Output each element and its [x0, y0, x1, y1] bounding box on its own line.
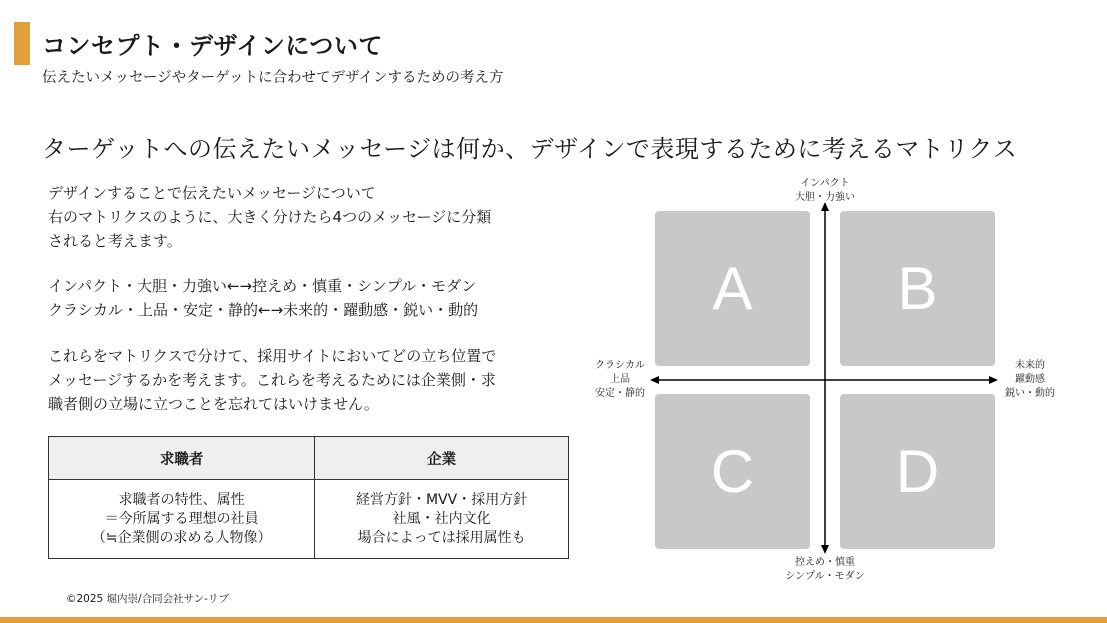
label-line: 未来的 [1015, 360, 1045, 371]
label-line: シンプル・モダン [785, 571, 865, 582]
table-row [49, 480, 569, 559]
copyright: ©2025 堀内崇/合同会社サン-リブ [66, 593, 229, 605]
label-line: インパクト [800, 178, 850, 189]
label-line: 鋭い・動的 [1005, 388, 1055, 399]
text-line: メッセージするかを考えます。これらを考えるためには企業側・求 [48, 371, 496, 389]
paragraph-axes [48, 274, 568, 322]
quadrant-c: C [655, 394, 810, 549]
text-line: デザインすることで伝えたいメッセージについて [48, 184, 376, 202]
label-line: クラシカル [595, 360, 645, 371]
axis-label-top [775, 177, 875, 205]
text-line: これらをマトリクスで分けて、採用サイトにおいてどの立ち位置で [48, 347, 497, 365]
quadrant-b: B [840, 211, 995, 366]
perspective-table [48, 436, 569, 559]
table-cell-company [315, 480, 569, 559]
cell-line: 求職者の特性、属性 [118, 491, 245, 508]
table-header-row [49, 437, 569, 480]
quadrant-d: D [840, 394, 995, 549]
cell-line: 場合によっては採用属性も [357, 529, 526, 546]
text-line: されると考えます。 [48, 232, 182, 250]
text-line: クラシカル・上品・安定・静的←→未来的・躍動感・鋭い・動的 [48, 301, 479, 319]
page-subtitle: 伝えたいメッセージやターゲットに合わせてデザインするための考え方 [42, 70, 504, 86]
page-title: コンセプト・デザインについて [42, 32, 383, 60]
text-line: 右のマトリクスのように、大きく分けたら4つのメッセージに分類 [48, 208, 492, 226]
cell-line: （≒企業側の求める人物像） [91, 529, 272, 546]
label-line: 上品 [610, 374, 630, 385]
table-header-jobseeker: 求職者 [49, 437, 315, 480]
axis-label-left [585, 359, 655, 401]
paragraph-explanation [48, 344, 568, 416]
title-accent-bar [14, 22, 30, 65]
axis-label-right [995, 359, 1065, 401]
cell-line: 社風・社内文化 [392, 510, 491, 527]
table-header-company: 企業 [315, 437, 569, 480]
label-line: 安定・静的 [595, 388, 645, 399]
footer-accent-bar [0, 617, 1107, 623]
arrow-down-icon [821, 545, 829, 554]
axis-label-bottom [775, 556, 875, 584]
text-line: インパクト・大胆・力強い←→控えめ・慎重・シンプル・モダン [48, 277, 477, 295]
cell-line: 経営方針・MVV・採用方針 [355, 491, 528, 508]
label-line: 控えめ・慎重 [795, 557, 855, 568]
quadrant-a: A [655, 211, 810, 366]
paragraph-intro [48, 181, 568, 253]
label-line: 大胆・力強い [795, 192, 855, 203]
table-cell-jobseeker [49, 480, 315, 559]
cell-line: ＝今所属する理想の社員 [104, 510, 259, 527]
section-headline: ターゲットへの伝えたいメッセージは何か、デザインで表現するために考えるマトリクス [42, 135, 1018, 163]
message-matrix [560, 168, 1080, 593]
label-line: 躍動感 [1015, 374, 1045, 385]
text-line: 職者側の立場に立つことを忘れてはいけません。 [48, 395, 379, 413]
